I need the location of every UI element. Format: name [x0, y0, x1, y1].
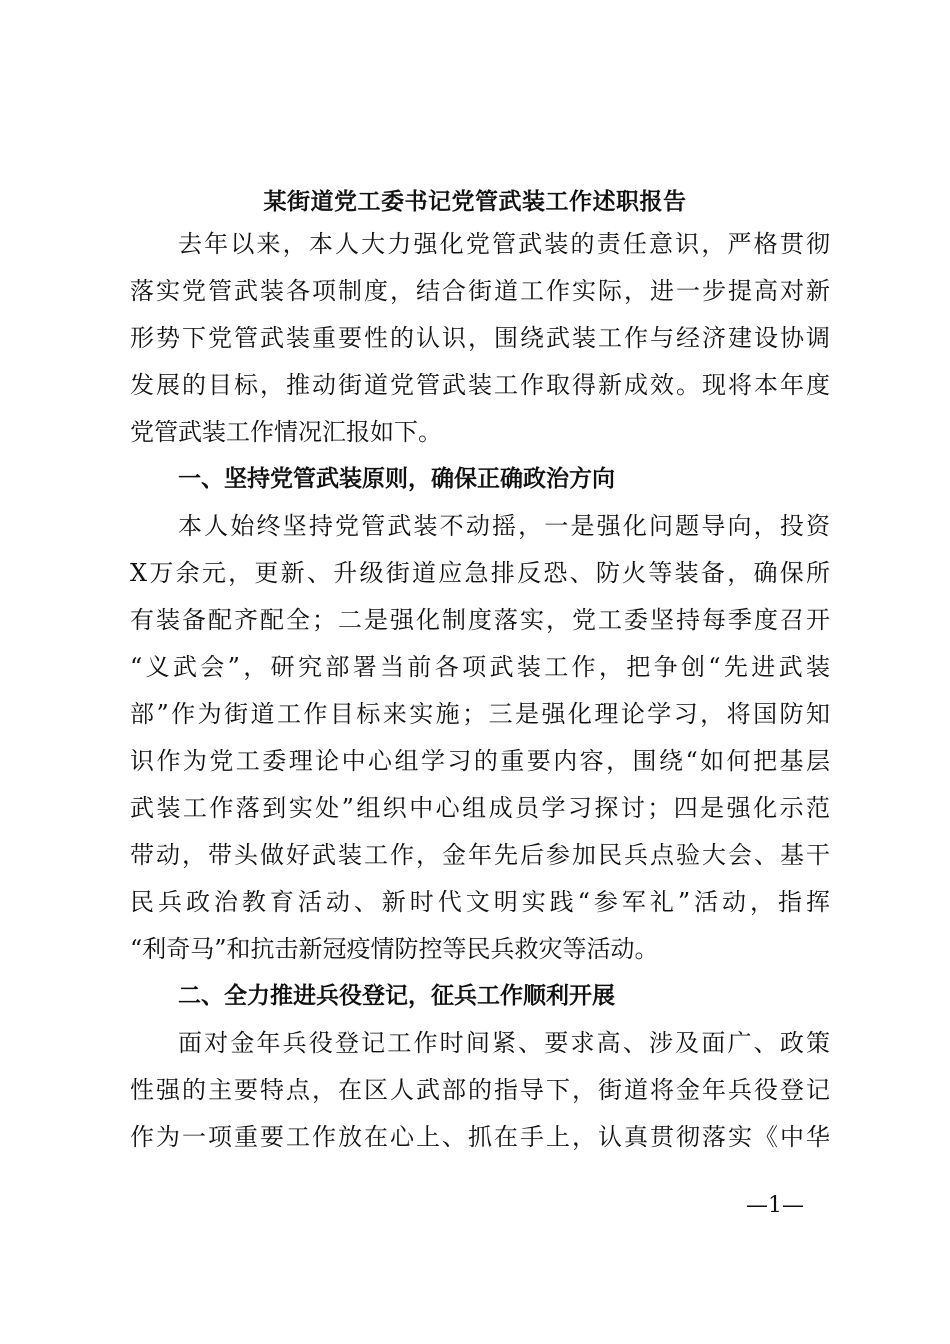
- section-2-line: 作为一项重要工作放在心上、抓在手上，认真贯彻落实《中华: [130, 1123, 830, 1151]
- intro-line: 落实党管武装各项制度，结合街道工作实际，进一步提高对新: [130, 277, 830, 305]
- section-1-line: 部”作为街道工作目标来实施；三是强化理论学习，将国防知: [130, 700, 830, 728]
- section-1-line: “利奇马”和抗击新冠疫情防控等民兵救灾等活动。: [130, 935, 659, 963]
- section-1-line: 带动，带头做好武装工作，金年先后参加民兵点验大会、基干: [130, 841, 830, 869]
- section-2-line: 性强的主要特点，在区人武部的指导下，街道将金年兵役登记: [130, 1076, 830, 1104]
- section-2-heading: 二、全力推进兵役登记，征兵工作顺利开展: [178, 983, 615, 1009]
- page-number: —1—: [746, 1193, 804, 1218]
- section-1-line: 有装备配齐配全；二是强化制度落实，党工委坚持每季度召开: [130, 606, 830, 634]
- document-title: 某街道党工委书记党管武装工作述职报告: [263, 188, 687, 215]
- intro-line: 去年以来，本人大力强化党管武装的责任意识，严格贯彻: [178, 230, 830, 258]
- section-1-line: 识作为党工委理论中心组学习的重要内容，围绕“如何把基层: [130, 747, 830, 775]
- section-2-line: 面对金年兵役登记工作时间紧、要求高、涉及面广、政策: [178, 1029, 830, 1057]
- intro-line: 党管武装工作情况汇报如下。: [130, 418, 442, 446]
- intro-line: 形势下党管武装重要性的认识，围绕武装工作与经济建设协调: [130, 324, 830, 352]
- section-1-line: “义武会”，研究部署当前各项武装工作，把争创“先进武装: [130, 653, 830, 681]
- section-1-line: X万余元，更新、升级街道应急排反恐、防火等装备，确保所: [130, 559, 830, 587]
- section-1-heading: 一、坚持党管武装原则，确保正确政治方向: [178, 466, 615, 492]
- section-1-line: 武装工作落到实处”组织中心组成员学习探讨；四是强化示范: [130, 794, 830, 822]
- intro-line: 发展的目标，推动街道党管武装工作取得新成效。现将本年度: [130, 371, 830, 399]
- section-1-line: 本人始终坚持党管武装不动摇，一是强化问题导向，投资: [178, 512, 830, 540]
- section-1-line: 民兵政治教育活动、新时代文明实践“参军礼”活动，指挥: [130, 888, 830, 916]
